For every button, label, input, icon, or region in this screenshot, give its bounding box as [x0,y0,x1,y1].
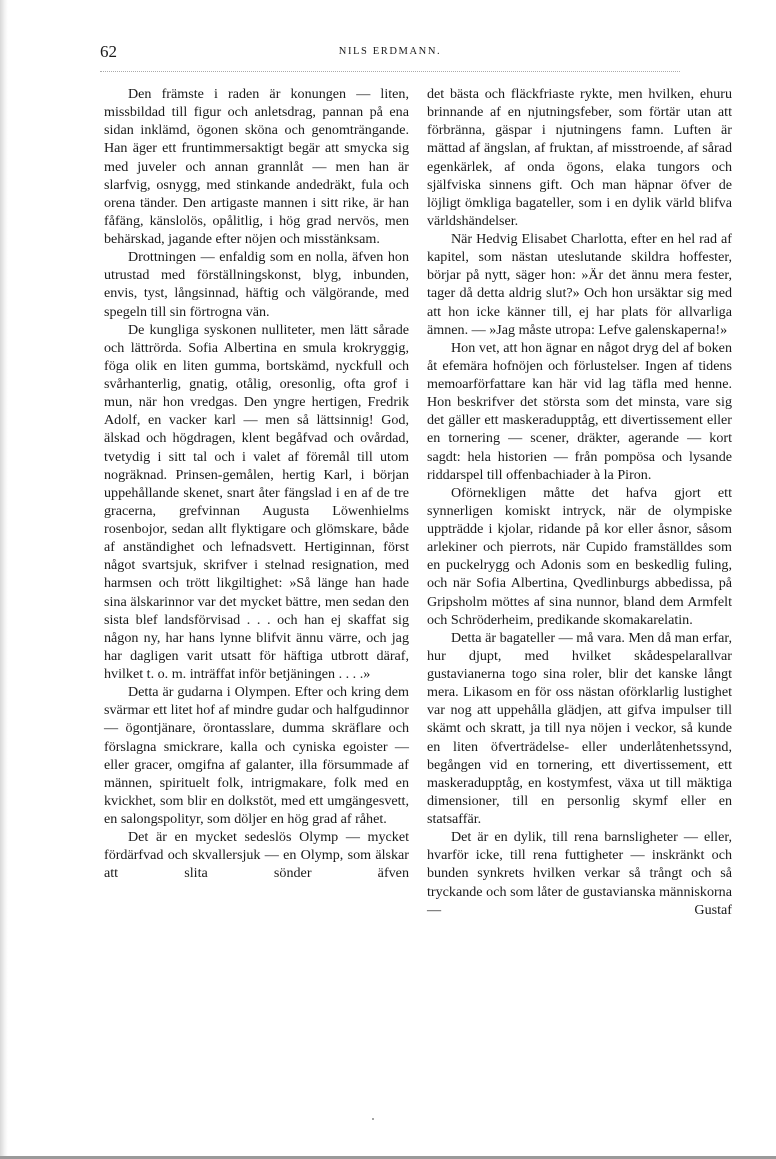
paragraph: Det är en dylik, till rena barnsligheter — eller, hvarför icke, till rena futtigheter — inskränkt och bunden synkrets hvilken verkar så trångt och så tryckande och som låter de gustavianska människorna — Gustaf [427,829,732,918]
paragraph: Hon vet, att hon ägnar en något dryg del af boken åt efemära hofnöjen och förlustelser. Ingen af tidens memoarförfattare kan här vid lag täfla med henne. Hon beskrifver det största som det minsta, vare sig det gäller ett maskeradupptåg, ett divertissement eller en tornering — scener, dräkter, agerande — kort sagdt: hela historien — från pompösa och lysande riddarspel till offenbachiader à la Piron. [427,339,732,483]
paragraph: Oförnekligen måtte det hafva gjort ett synnerligen komiskt intryck, när de olympiske uppträdde i kjolar, ridande på kor eller åsnor, såsom arlekiner och pierrots, när Cupido framställdes som en puckelrygg och Adonis som en beskedlig fuling, och när Sofia Albertina, Qvedlinburgs abbedissa, på Gripsholm möttes af sina nunnor, bland dem Armfelt och Schröderheim, predikande skomakarelatin. [427,484,732,628]
left-column [104,85,409,883]
scan-edge [0,0,8,1159]
page-header [100,42,680,64]
paragraph: Drottningen — enfaldig som en nolla, äfven hon utrustad med förställningskonst, blyg, inbunden, envis, tyst, långsinnad, häftig och välgörande, med spegeln till sin förtrogna vän. [104,249,409,320]
page-number: 62 [100,42,117,61]
paragraph: Detta är bagateller — må vara. Men då man erfar, hur djupt, med hvilket skådespelarallvar gustavianerna togo sina roler, blir det kanske långt mera. Likasom en för oss nästan oförklarlig lustighet var nog att uppehålla glädjen, att gifva impulser till skämt och skratt, ja till nya nöjen i veckor, så kunde en liten öfverträdelse- eller underlåtenhetssynd, begången vid en tornering, ett divertissement, ett maskeradupptåg, en kostymfest, växa ut till mäktiga dimensioner, till en personlig skymf eller en statsaffär. [427,629,732,827]
paragraph: Den främste i raden är konungen — liten, missbildad till figur och anletsdrag, pannan på ena sidan inklämd, ögonen sköna och genomträngande. Han äger ett fruntimmersaktigt begär att smycka sig med juveler och annan grannlåt — men han är slarfvig, osnygg, med stinkande andedräkt, fula och orena tänder. Den artigaste mannen i sitt rike, är han fåfäng, känslolös, opålitlig, i hög grad nervös, men behärskad, jagande efter nöjen och misstänksam. [104,86,409,247]
header-rule [100,71,680,72]
paragraph: Detta är gudarna i Olympen. Efter och kring dem svärmar ett litet hof af mindre gudar och halfgudinnor — ögontjänare, örontasslare, dumma skräflare och förslagna smickrare, kalla och cyniska egoister — eller gracer, omgifna af galanter, illa försummade af männen, spirituelt folk, intrigmakare, folk med en kvickhet, som blir en dolkstöt, med ett umgängesvett, en salongspolityr, som döljer en hög grad af råhet. [104,684,409,827]
paragraph: det bästa och fläckfriaste rykte, men hvilken, ehuru brinnande af en njutningsfeber, som förtär utan att förbränna, gäspar i njutningens famn. Luften är mättad af ängslan, af fruktan, af misstroende, af sårad egenkärlek, af onda ögons, elaka tungors och själfviska sinnens gift. Och man häpnar öfver de löjligt ömkliga bagateller, som i en dylik värld blifva världshändelser. [427,86,732,229]
paragraph: När Hedvig Elisabet Charlotta, efter en hel rad af kapitel, som nästan uteslutande skildra hoffester, börjar på nytt, säger hon: »Är det ännu mera fester, tager då detta aldrig slut?» Och hon ursäktar sig med att hon icke känner till, ej har plats för allvarliga ämnen. — »Jag måste utropa: Lefve galenskaperna!» [427,231,732,338]
paragraph: Det är en mycket sedeslös Olymp — mycket fördärfvad och skvallersjuk — en Olymp, som älskar att slita sönder äfven [104,829,409,882]
paragraph: De kungliga syskonen nulliteter, men lätt sårade och lättrörda. Sofia Albertina en smula krokryggig, föga olik en liten gumma, bortskämd, nyckfull och svårhanterlig, gnatig, otålig, oresonlig, ofta grof i mun, när hon vredgas. Den yngre hertigen, Fredrik Adolf, en vacker karl — men så lättsinnig! God, älskad och högdragen, klent begåfvad och ovårdad, tvetydig i sitt tal och i valet af föremål till utom nogräknad. Prinsen-gemålen, hertig Karl, i början uppehållande skenet, snart åter fängslad i en af de tre gracerna, grefvinnan Augusta Löwenhielms rosenbojor, sedan allt flyktigare och glömskare, både af anständighet och lefnadsvett. Hertiginnan, först något svartsjuk, skrifver i stelnad resignation, med harmsen och trött likgiltighet: »Så länge han hade sina älskarinnor var det mycket bättre, men sedan den sista blef landsförvisad . . . och han ej skaffat sig någon ny, har hans lynne blifvit ännu värre, och jag har dagligen varit utsatt för häftiga utbrott däraf, hvilket t. o. m. inträffat inför betjäningen . . . .» [104,321,409,682]
running-head: NILS ERDMANN. [338,46,442,57]
scan-mark [372,1118,374,1120]
right-column [427,85,732,919]
